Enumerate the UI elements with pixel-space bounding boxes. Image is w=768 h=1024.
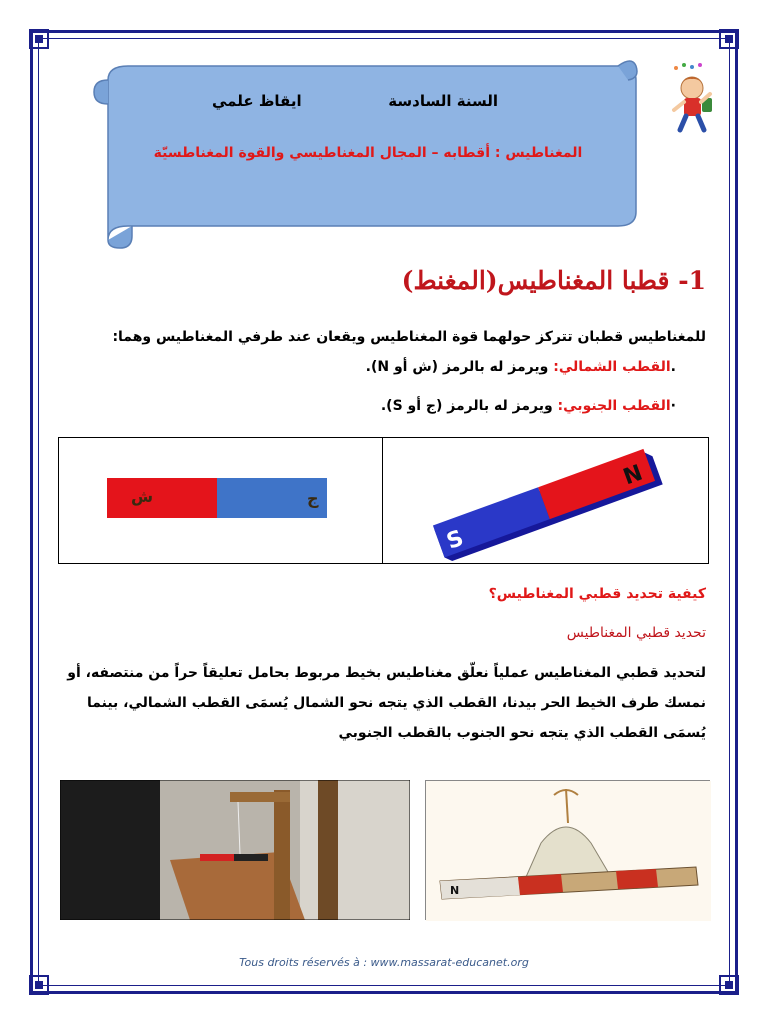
method-subheading: تحديد قطبي المغناطيس: [566, 625, 706, 641]
section-title-magnet-poles: 1- قطبا المغناطيس(المغنط): [401, 266, 706, 295]
corner-ornament-icon: [717, 973, 741, 997]
bar-magnet-south-letter: ج: [307, 489, 319, 508]
south-pole-lead: ·: [670, 398, 676, 414]
copyright-footer: Tous droits réservés à : www.massarat-educanet.org: [239, 956, 529, 969]
suspended-magnet-drawing: [425, 780, 710, 920]
intro-paragraph: للمغناطيس قطبان تتركز حولهما قوة المغناطيس ويقعان عند طرفي المغناطيس وهما:: [112, 329, 706, 345]
south-pole-label: القطب الجنوبي:: [557, 398, 671, 414]
angled-magnet-figure: [383, 438, 709, 565]
lesson-topic: المغناطيس : أقطابه – المجال المغناطيسي والقوة المغناطسيّة: [153, 145, 583, 161]
north-pole-line: [366, 359, 676, 375]
corner-ornament-icon: [27, 973, 51, 997]
angled-magnet-s-letter: S: [443, 525, 467, 555]
student-running-icon: [662, 60, 724, 140]
north-pole-text: ويرمز له بالرمز (ش أو N).: [365, 359, 554, 375]
bar-magnet-cell: [59, 438, 383, 563]
experiment-photo: [60, 780, 410, 920]
bar-magnet-figure: [59, 438, 383, 565]
school-level: السنة السادسة: [388, 92, 498, 110]
bar-magnet-north-letter: ش: [131, 487, 154, 506]
angled-magnet-n-letter: N: [620, 460, 647, 491]
south-pole-text: ويرمز له بالرمز (ج أو S).: [380, 398, 558, 414]
north-pole-label: القطب الشمالي:: [553, 359, 671, 375]
suspended-magnet-illustration: [426, 781, 711, 921]
method-paragraph: لتحديد قطبي المغناطيس عملياً نعلّق مغناطيس بخيط مربوط بحامل تعليقاً حراً من منتصفه، أو نمسك طرف الخيط الحر بيدنا، القطب الذي يتجه نحو الشمال يُسمَى القطب الشمالي، بينما يُسمَى القطب الذي يتجه نحو الجنوب بالقطب الجنوبي: [67, 665, 706, 741]
corner-ornament-icon: [717, 27, 741, 51]
experiment-photo-illustration: [60, 780, 410, 920]
angled-magnet-cell: [383, 438, 709, 563]
magnet-figures-table: [58, 437, 709, 564]
subject-name: ايقاظ علمي: [212, 92, 302, 110]
south-pole-line: [381, 398, 676, 414]
title-scroll-banner: [88, 52, 648, 252]
question-heading: كيفية تحديد قطبي المغناطيس؟: [488, 586, 706, 602]
bar-magnet-north-half: [107, 478, 217, 518]
north-pole-lead: .: [670, 359, 676, 375]
corner-ornament-icon: [27, 27, 51, 51]
drawing-n-letter: N: [450, 884, 460, 897]
